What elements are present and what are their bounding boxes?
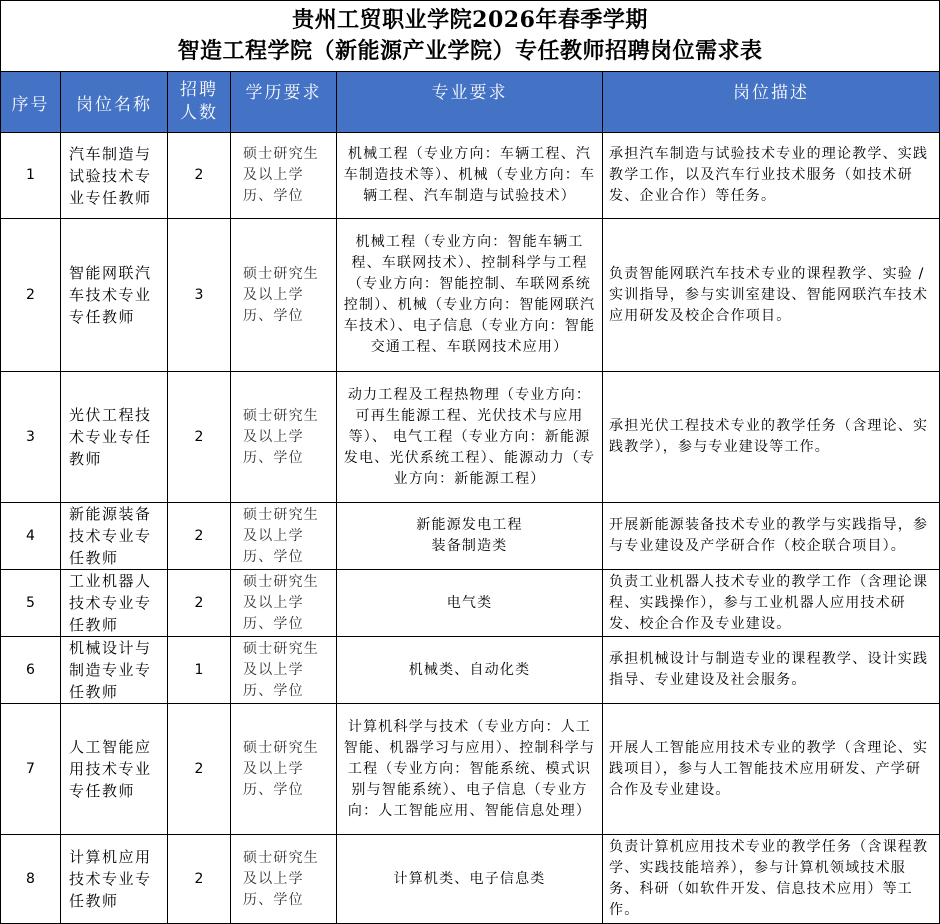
row-major: 电气类 [337,570,603,637]
row-education: 硕士研究生及以上学历、学位 [231,503,337,570]
row-education: 硕士研究生及以上学历、学位 [231,704,337,835]
header-position: 岗位名称 [61,72,168,133]
row-position-name: 机械设计与制造专业专任教师 [61,637,168,704]
row-major: 计算机类、电子信息类 [337,835,603,924]
title-row [1,1,940,72]
row-position-name: 光伏工程技术专业专任教师 [61,372,168,503]
row-description: 负责计算机应用技术专业的教学任务（含课程教学、实践技能培养），参与计算机领域技术服务、科研（如软件开发、信息技术应用）等工作。 [603,835,940,924]
row-education: 硕士研究生及以上学历、学位 [231,133,337,219]
row-education: 硕士研究生及以上学历、学位 [231,219,337,372]
row-seq: 5 [1,570,61,637]
row-major [337,503,603,570]
row-description: 承担汽车制造与试验技术专业的理论教学、实践教学工作，以及汽车行业技术服务（如技术研发、企业合作）等任务。 [603,133,940,219]
row-count: 1 [168,637,231,704]
row-education: 硕士研究生及以上学历、学位 [231,835,337,924]
row-education: 硕士研究生及以上学历、学位 [231,372,337,503]
header-count [168,72,231,133]
row-count: 2 [168,570,231,637]
row-description: 开展人工智能应用技术专业的教学（含理论、实践项目），参与人工智能技术应用研发、产学研合作及专业建设。 [603,704,940,835]
header-description: 岗位描述 [603,72,940,133]
header-education: 学历要求 [231,72,337,133]
table-title [1,1,940,72]
title-line-2: 智造工程学院（新能源产业学院）专任教师招聘岗位需求表 [177,38,763,64]
row-education: 硕士研究生及以上学历、学位 [231,570,337,637]
row-count: 3 [168,219,231,372]
row-seq: 8 [1,835,61,924]
table-row [1,570,940,637]
row-description: 负责工业机器人技术专业的教学工作（含理论课程、实践操作），参与工业机器人应用技术研发、校企合作及专业建设。 [603,570,940,637]
row-count: 2 [168,503,231,570]
row-description: 负责智能网联汽车技术专业的课程教学、实验 / 实训指导，参与实训室建设、智能网联汽车技术应用研发及校企合作项目。 [603,219,940,372]
title-line-1: 贵州工贸职业学院2026年春季学期 [292,7,648,33]
table-row [1,133,940,219]
row-seq: 1 [1,133,61,219]
row-description: 承担光伏工程技术专业的教学任务（含理论、实践教学），参与专业建设等工作。 [603,372,940,503]
row-major: 机械类、自动化类 [337,637,603,704]
row-description: 开展新能源装备技术专业的教学与实践指导，参与专业建设及产学研合作（校企联合项目）。 [603,503,940,570]
header-row [1,72,940,133]
row-description: 承担机械设计与制造专业的课程教学、设计实践指导、专业建设及社会服务。 [603,637,940,704]
row-major: 机械工程（专业方向：智能车辆工程、车联网技术）、控制科学与工程（专业方向：智能控制、车联网系统控制）、机械（专业方向：智能网联汽车技术）、电子信息（专业方向：智能交通工程、车联网技术应用） [337,219,603,372]
row-count: 2 [168,372,231,503]
row-count: 2 [168,704,231,835]
row-position-name: 智能网联汽车技术专业专任教师 [61,219,168,372]
header-major: 专业要求 [337,72,603,133]
header-seq: 序号 [1,72,61,133]
header-count-line2: 人数 [180,103,218,123]
row-seq: 7 [1,704,61,835]
table-row [1,372,940,503]
row-education: 硕士研究生及以上学历、学位 [231,637,337,704]
row-major: 机械工程（专业方向：车辆工程、汽车制造技术等）、机械（专业方向：车辆工程、汽车制造与试验技术） [337,133,603,219]
table-row [1,219,940,372]
row-position-name: 工业机器人技术专业专任教师 [61,570,168,637]
table-row [1,637,940,704]
row-seq: 4 [1,503,61,570]
table-row [1,704,940,835]
row-major: 计算机科学与技术（专业方向：人工智能、机器学习与应用）、控制科学与工程（专业方向：智能系统、模式识别与智能系统）、电子信息（专业方向：人工智能应用、智能信息处理） [337,704,603,835]
table-row [1,835,940,924]
row-position-name: 新能源装备技术专业专任教师 [61,503,168,570]
row-position-name: 汽车制造与试验技术专业专任教师 [61,133,168,219]
header-count-line1: 招聘 [180,80,218,100]
row-seq: 6 [1,637,61,704]
row-major: 动力工程及工程热物理（专业方向：可再生能源工程、光伏技术与应用等）、 电气工程（专业方向：新能源发电、光伏系统工程）、能源动力（专业方向：新能源工程） [337,372,603,503]
row-seq: 3 [1,372,61,503]
row-seq: 2 [1,219,61,372]
row-major-line: 新能源发电工程 [416,517,523,533]
row-major-line: 装备制造类 [431,538,508,554]
table-row [1,503,940,570]
row-count: 2 [168,133,231,219]
row-position-name: 人工智能应用技术专业专任教师 [61,704,168,835]
row-position-name: 计算机应用技术专业专任教师 [61,835,168,924]
row-count: 2 [168,835,231,924]
